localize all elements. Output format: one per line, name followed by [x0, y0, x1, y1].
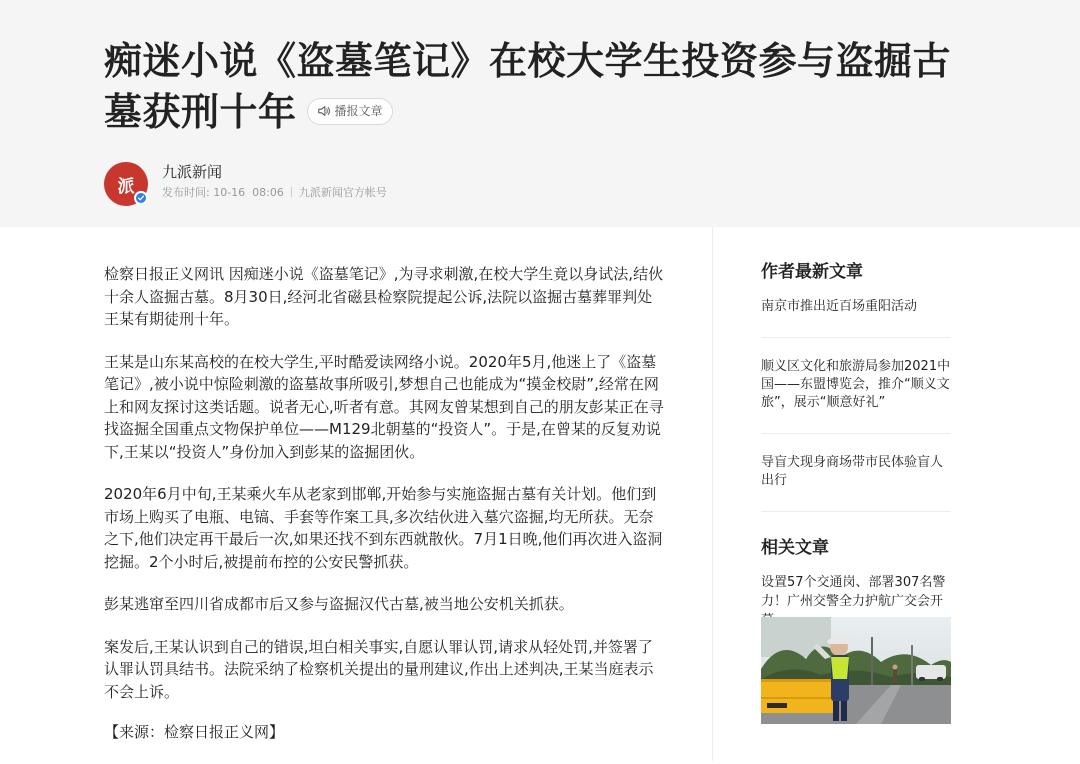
- avatar-text: 派: [117, 176, 135, 197]
- related-articles-heading: 相关文章: [761, 538, 829, 558]
- latest-article-item[interactable]: 顺义区文化和旅游局参加2021中国——东盟博览会，推介“顺义文旅”，展示“顺意好礼”: [761, 358, 951, 434]
- latest-articles-list: [761, 298, 951, 512]
- related-articles: [761, 534, 951, 724]
- publish-meta: [162, 184, 387, 200]
- publish-date: 发布时间: 10-16: [162, 186, 246, 199]
- verified-badge-icon: [134, 191, 148, 205]
- article-paragraph: 王某是山东某高校的在校大学生,平时酷爱读网络小说。2020年5月,他迷上了《盗墓笔记》,被小说中惊险刺激的盗墓故事所吸引,梦想自己也能成为“摸金校尉”,经常在网上和网友探讨这类话题。说者无心,听者有意。其网友曾某想到自己的朋友彭某正在寻找盗掘全国重点文物保护单位——M129北朝墓的“投资人”。于是,在曾某的反复劝说下,王某以“投资人”身份加入到彭某的盗掘团伙。: [104, 352, 664, 461]
- listen-label: 播报文章: [334, 103, 383, 118]
- listen-article-button[interactable]: [307, 98, 393, 125]
- article-title: [104, 36, 984, 138]
- article-paragraph: 案发后,王某认识到自己的错误,坦白相关事实,自愿认罪认罚,请求从轻处罚,并签署了认罪认罚具结书。法院采纳了检察机关提出的量刑建议,作出上述判决,王某当庭表示不会上诉。: [104, 637, 654, 701]
- article-paragraph: 彭某逃窜至四川省成都市后又参与盗掘汉代古墓,被当地公安机关抓获。: [104, 595, 574, 613]
- article-paragraph: 检察日报正义网讯 因痴迷小说《盗墓笔记》,为寻求刺激,在校大学生竟以身试法,结伙十余人盗掘古墓。8月30日,经河北省磁县检察院提起公诉,法院以盗掘古墓葬罪判处王某有期徒刑十年。: [104, 265, 664, 328]
- column-divider: [712, 227, 713, 761]
- article-body: [104, 263, 666, 764]
- latest-article-item[interactable]: 南京市推出近百场重阳活动: [761, 298, 951, 338]
- speaker-icon: [317, 104, 331, 118]
- article-paragraph: 2020年6月中旬,王某乘火车从老家到邯郸,开始参与实施盗掘古墓有关计划。他们到市场上购买了电瓶、电镐、手套等作案工具,多次结伙进入墓穴盗掘,均无所获。无奈之下,他们决定再干最后一次,如果还找不到东西就散伙。7月1日晚,他们再次进入盗洞挖掘。2个小时后,被提前布控的公安民警抓获。: [104, 485, 663, 571]
- related-article-title[interactable]: 设置57个交通岗、部署307名警力！广州交警全力护航广交会开: [761, 575, 946, 609]
- sidebar: [761, 258, 951, 724]
- meta-divider: [291, 187, 292, 197]
- latest-articles-heading: 作者最新文章: [761, 262, 863, 282]
- article-source: 【来源：检察日报正义网】: [104, 723, 285, 741]
- author-name[interactable]: 九派新闻: [162, 163, 223, 181]
- article-header: [0, 0, 1080, 227]
- latest-article-item[interactable]: 导盲犬现身商场带市民体验盲人出行: [761, 454, 951, 512]
- article-title-text: 痴迷小说《盗墓笔记》在校大学生投资参与盗掘古墓获刑十年: [104, 39, 952, 134]
- related-article-image[interactable]: [761, 617, 951, 724]
- publish-time: 08:06: [252, 186, 284, 199]
- related-article-item[interactable]: [761, 573, 951, 724]
- account-type: 九派新闻官方帐号: [298, 186, 387, 199]
